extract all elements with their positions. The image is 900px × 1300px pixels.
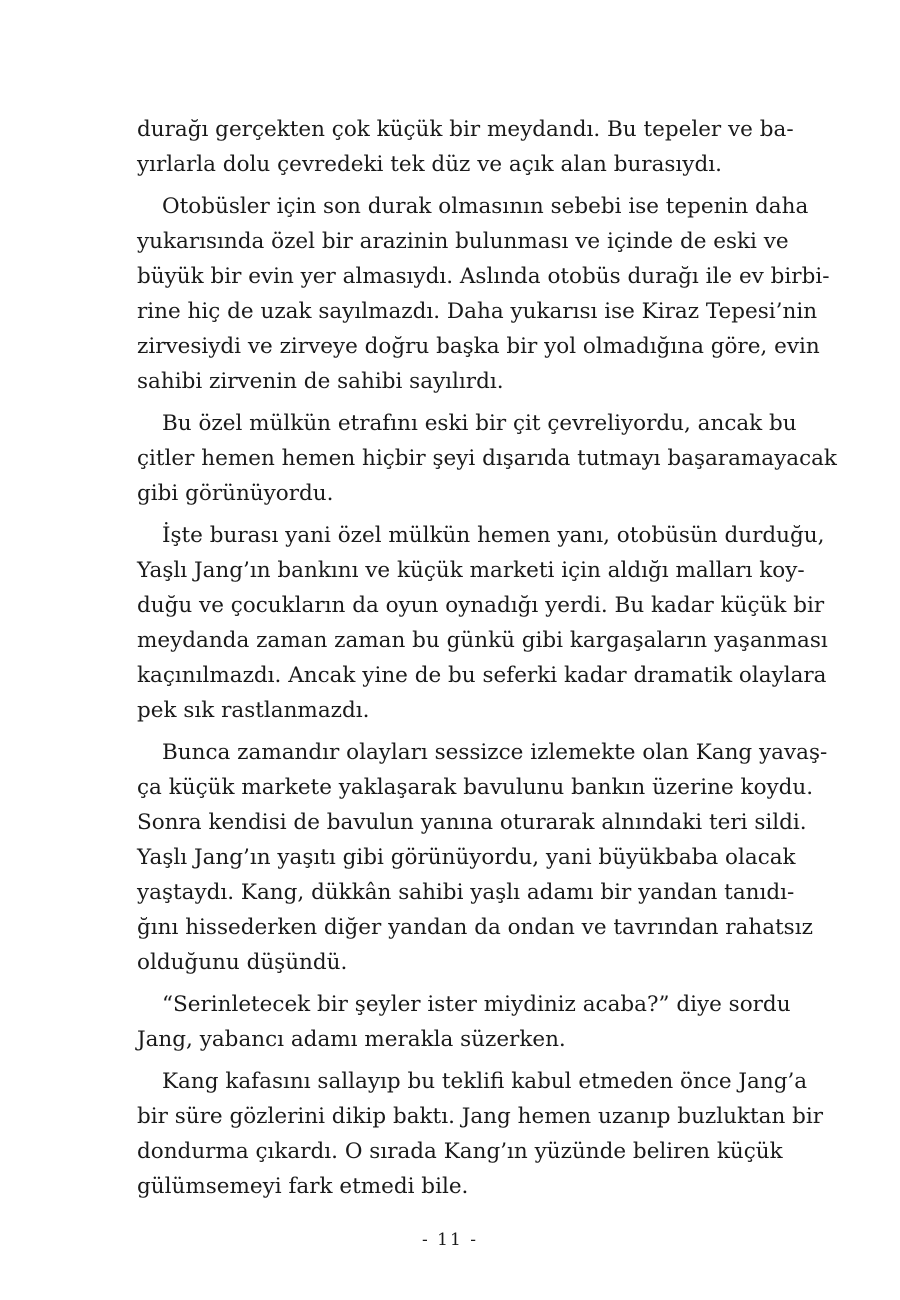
text-line: ğını hissederken diğer yandan da ondan ve tavrından rahatsız (137, 915, 813, 940)
text-line: bir süre gözlerini dikip baktı. Jang hemen uzanıp buzluktan bir (137, 1104, 824, 1129)
text-line: Bu özel mülkün etrafını eski bir çit çevreliyordu, ancak bu (162, 411, 797, 436)
text-line: kaçınılmazdı. Ancak yine de bu seferki kadar dramatik olaylara (137, 663, 827, 688)
paragraph (137, 735, 828, 980)
paragraph (137, 406, 837, 511)
body-text (137, 112, 837, 1211)
text-line: Sonra kendisi de bavulun yanına oturarak alnındaki teri sildi. (137, 810, 807, 835)
text-line: yukarısında özel bir arazinin bulunması ve içinde de eski ve (137, 229, 789, 254)
text-line: Jang, yabancı adamı merakla süzerken. (137, 1027, 566, 1052)
text-line: olduğunu düşündü. (137, 950, 348, 975)
text-line: sahibi zirvenin de sahibi sayılırdı. (137, 369, 504, 394)
text-line: durağı gerçekten çok küçük bir meydandı. Bu tepeler ve ba- (137, 117, 794, 142)
paragraph (137, 518, 828, 728)
text-line: “Serinletecek bir şeyler ister miydiniz acaba?” diye sordu (162, 992, 791, 1017)
page-number: - 11 - (422, 1230, 478, 1250)
text-line: zirvesiydi ve zirveye doğru başka bir yol olmadığına göre, evin (137, 334, 820, 359)
text-line: Yaşlı Jang’ın yaşıtı gibi görünüyordu, yani büyükbaba olacak (137, 845, 796, 870)
text-line: meydanda zaman zaman bu günkü gibi kargaşaların yaşanması (137, 628, 828, 653)
paragraph (137, 1064, 824, 1204)
paragraph (137, 189, 830, 399)
paragraph (137, 112, 794, 182)
text-line: gülümsemeyi fark etmedi bile. (137, 1174, 469, 1199)
text-line: İşte burası yani özel mülkün hemen yanı, otobüsün durduğu, (162, 523, 825, 548)
text-line: dondurma çıkardı. O sırada Kang’ın yüzünde beliren küçük (137, 1139, 783, 1164)
text-line: büyük bir evin yer almasıydı. Aslında otobüs durağı ile ev birbi- (137, 264, 830, 289)
text-line: duğu ve çocukların da oyun oynadığı yerdi. Bu kadar küçük bir (137, 593, 825, 618)
text-line: pek sık rastlanmazdı. (137, 698, 370, 723)
text-line: gibi görünüyordu. (137, 481, 334, 506)
text-line: yırlarla dolu çevredeki tek düz ve açık alan burasıydı. (137, 152, 722, 177)
text-line: Kang kafasını sallayıp bu teklifi kabul etmeden önce Jang’a (162, 1069, 808, 1094)
text-line: Otobüsler için son durak olmasının sebebi ise tepenin daha (162, 194, 809, 219)
text-line: ça küçük markete yaklaşarak bavulunu bankın üzerine koydu. (137, 775, 814, 800)
text-line: Yaşlı Jang’ın bankını ve küçük marketi için aldığı malları koy- (137, 558, 805, 583)
text-line: yaştaydı. Kang, dükkân sahibi yaşlı adamı bir yandan tanıdı- (137, 880, 795, 905)
text-line: çitler hemen hemen hiçbir şeyi dışarıda tutmayı başaramayacak (137, 446, 837, 471)
text-line: Bunca zamandır olayları sessizce izlemekte olan Kang yavaş- (162, 740, 828, 765)
paragraph (137, 987, 791, 1057)
text-line: rine hiç de uzak sayılmazdı. Daha yukarısı ise Kiraz Tepesi’nin (137, 299, 818, 324)
